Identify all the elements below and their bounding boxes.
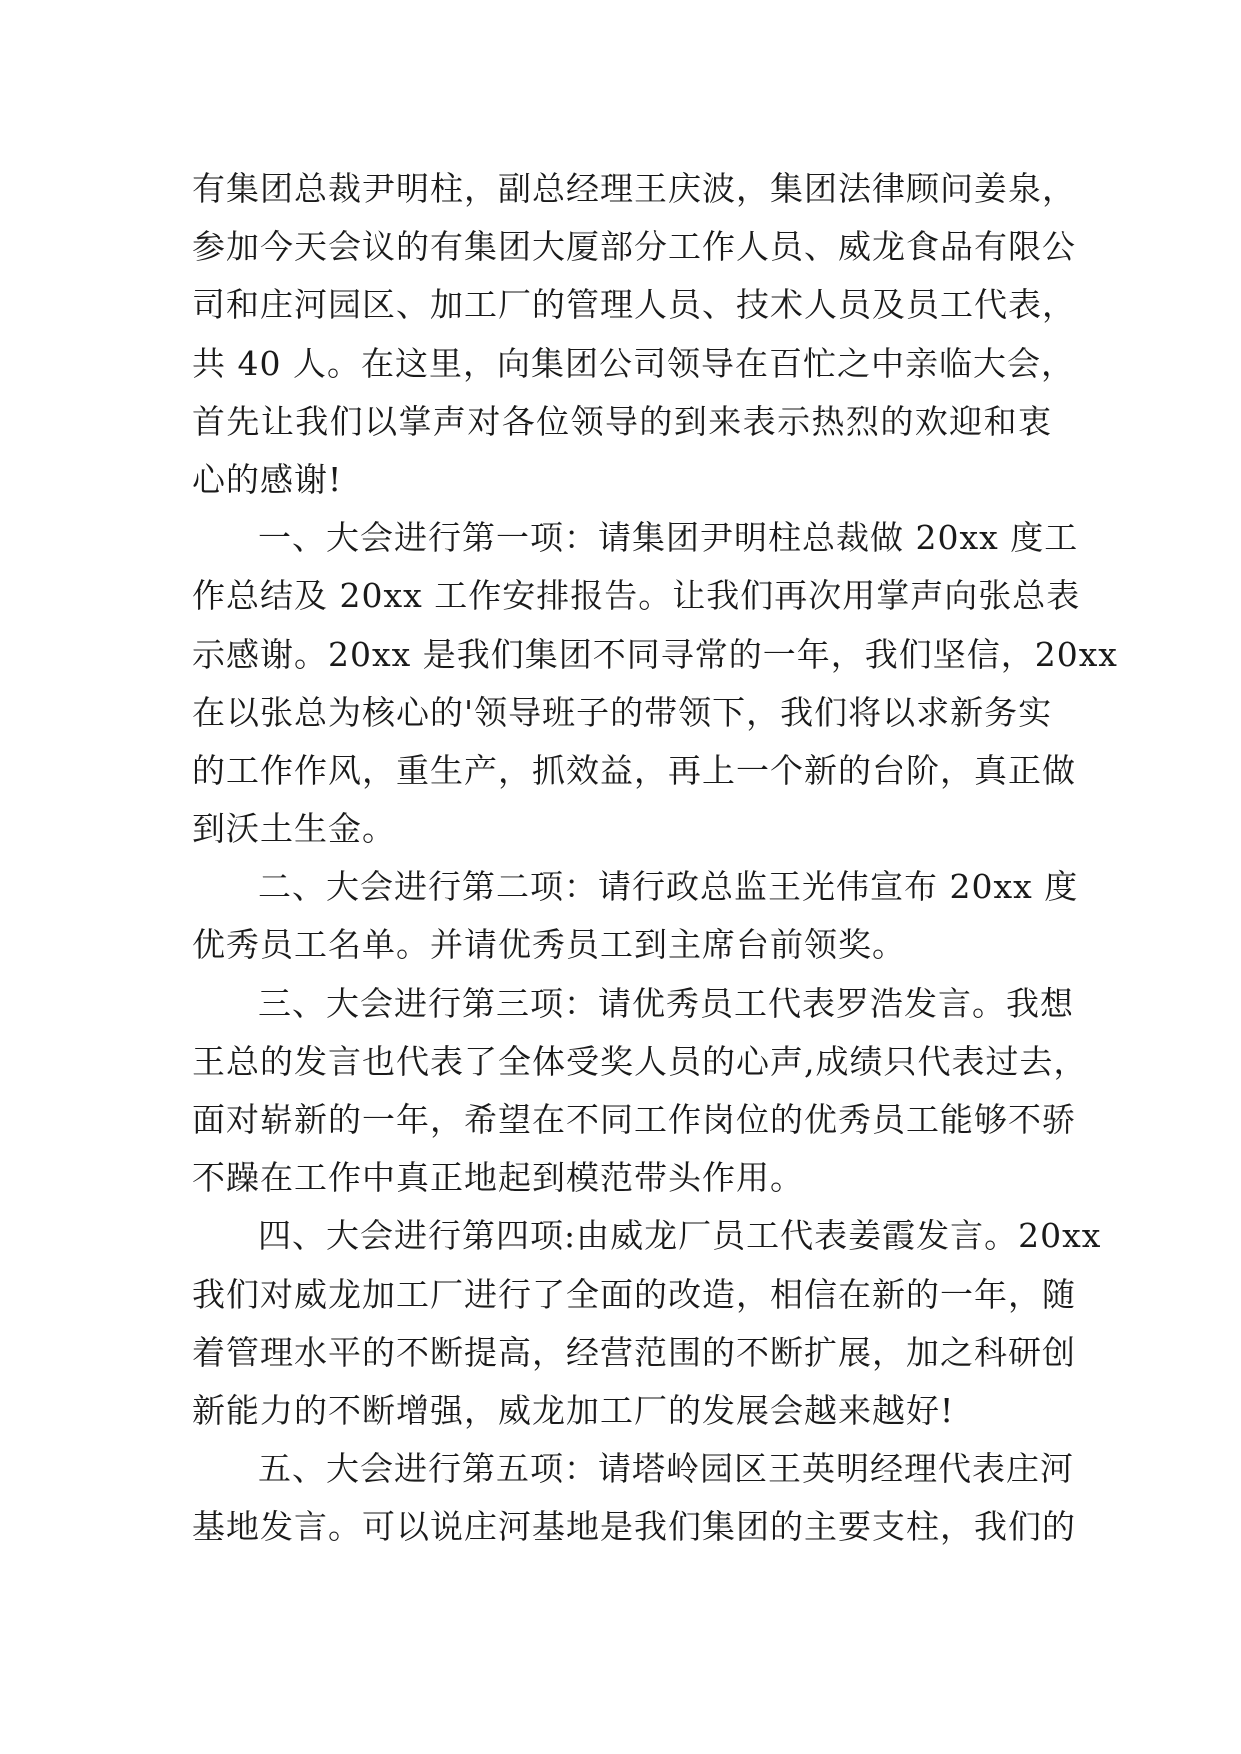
text-line: 心的感谢! (192, 459, 343, 499)
text-line: 有集团总裁尹明柱，副总经理王庆波，集团法律顾问姜泉， (192, 169, 1076, 208)
paragraph-item-4-first-line: 四、大会进行第四项:由威龙厂员工代表姜霞发言。20xx (258, 1216, 1102, 1256)
text-line: 共 40 人。在这里，向集团公司领导在百忙之中亲临大会， (192, 343, 1075, 383)
text-line: 参加今天会议的有集团大厦部分工作人员、威龙食品有限公 (192, 227, 1076, 267)
text-line: 的工作作风，重生产，抓效益，再上一个新的台阶，真正做 (192, 750, 1076, 790)
text-line: 着管理水平的不断提高，经营范围的不断扩展，加之科研创 (192, 1332, 1076, 1372)
text-line: 基地发言。可以说庄河基地是我们集团的主要支柱，我们的 (192, 1507, 1076, 1547)
text-line: 面对崭新的一年，希望在不同工作岗位的优秀员工能够不骄 (192, 1100, 1076, 1139)
text-line: 新能力的不断增强，威龙加工厂的发展会越来越好! (192, 1390, 955, 1430)
text-line: 作总结及 20xx 工作安排报告。让我们再次用掌声向张总表 (192, 576, 1081, 616)
text-line: 不躁在工作中真正地起到模范带头作用。 (192, 1158, 804, 1198)
text-line: 在以张总为核心的'领导班子的带领下，我们将以求新务实 (192, 692, 1053, 732)
text-line: 优秀员工名单。并请优秀员工到主席台前领奖。 (192, 925, 906, 965)
paragraph-item-1-first-line: 一、大会进行第一项：请集团尹明柱总裁做 20xx 度工 (258, 518, 1079, 558)
text-line: 首先让我们以掌声对各位领导的到来表示热烈的欢迎和衷 (192, 401, 1052, 441)
paragraph-item-2-first-line: 二、大会进行第二项：请行政总监王光伟宣布 20xx 度 (258, 867, 1079, 907)
text-line: 王总的发言也代表了全体受奖人员的心声,成绩只代表过去， (192, 1041, 1088, 1081)
text-line: 司和庄河园区、加工厂的管理人员、技术人员及员工代表， (192, 285, 1076, 325)
text-line: 示感谢。20xx 是我们集团不同寻常的一年，我们坚信，20xx (192, 634, 1118, 674)
text-line: 到沃土生金。 (192, 809, 396, 849)
text-line: 我们对威龙加工厂进行了全面的改造，相信在新的一年，随 (192, 1274, 1076, 1314)
document-body (192, 160, 1118, 1557)
paragraph-item-5-first-line: 五、大会进行第五项：请塔岭园区王英明经理代表庄河 (258, 1449, 1074, 1489)
paragraph-item-3-first-line: 三、大会进行第三项：请优秀员工代表罗浩发言。我想 (258, 983, 1074, 1023)
